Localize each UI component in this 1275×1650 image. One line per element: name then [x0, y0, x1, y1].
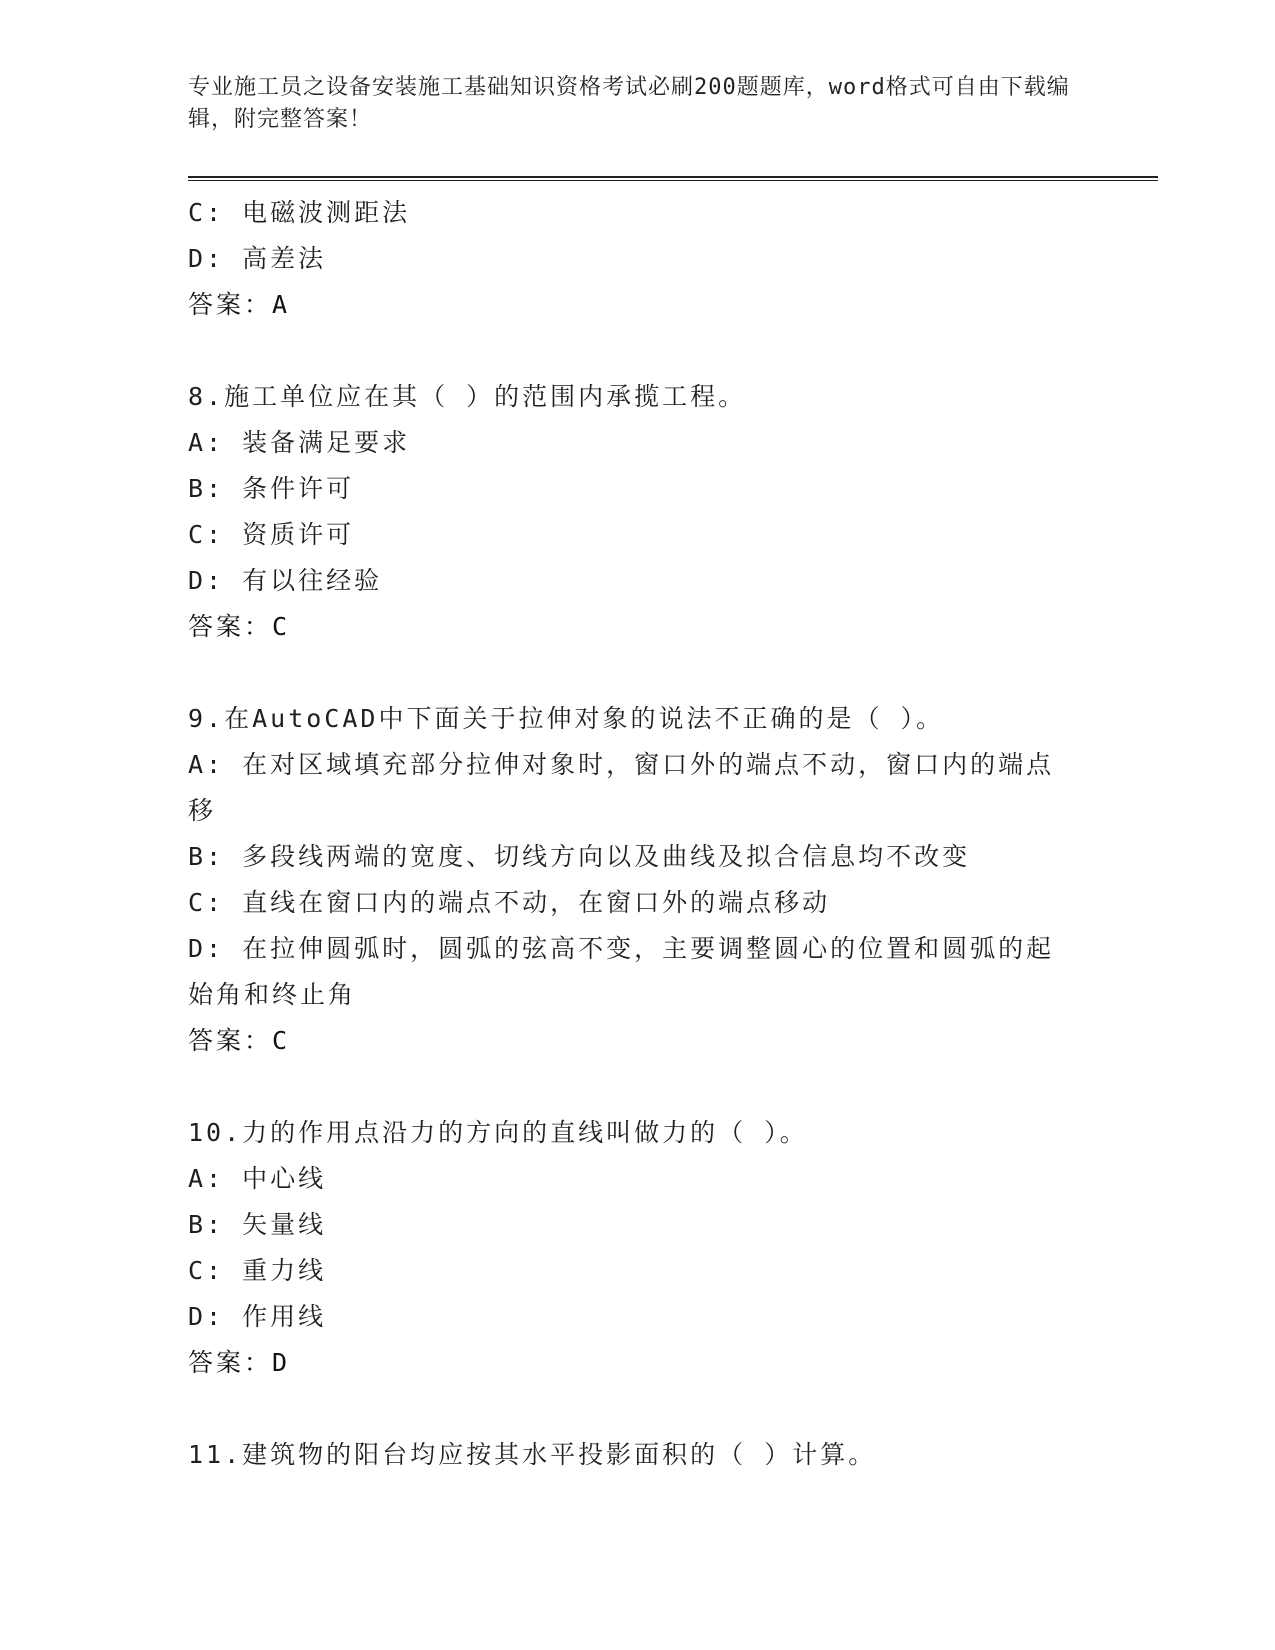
option-line: D: 在拉伸圆弧时，圆弧的弦高不变，主要调整圆心的位置和圆弧的起始角和终止角 [188, 934, 1055, 1009]
option-line: B: 矢量线 [188, 1210, 327, 1239]
option-line: A: 装备满足要求 [188, 428, 411, 457]
question-8 [188, 374, 1078, 650]
question-text: 11.建筑物的阳台均应按其水平投影面积的（ ）计算。 [188, 1440, 877, 1469]
question-10 [188, 1110, 1078, 1386]
document-body [188, 190, 1078, 1478]
answer-line: 答案：C [188, 1026, 291, 1055]
question-text: 8.施工单位应在其（ ）的范围内承揽工程。 [188, 382, 747, 411]
question-11 [188, 1432, 1078, 1478]
option-line: B: 条件许可 [188, 474, 355, 503]
page-header: 专业施工员之设备安装施工基础知识资格考试必刷200题题库，word格式可自由下载编辑，附完整答案！ [188, 75, 1070, 132]
option-line: A: 中心线 [188, 1164, 327, 1193]
option-line: D: 高差法 [188, 244, 327, 273]
option-line: C: 资质许可 [188, 520, 355, 549]
option-line: C: 直线在窗口内的端点不动，在窗口外的端点移动 [188, 888, 831, 917]
header-rule [188, 176, 1158, 181]
answer-line: 答案：C [188, 612, 291, 641]
option-line: D: 作用线 [188, 1302, 327, 1331]
question-9 [188, 696, 1078, 1064]
option-line: A: 在对区域填充部分拉伸对象时，窗口外的端点不动，窗口内的端点移 [188, 750, 1055, 825]
answer-line: 答案：D [188, 1348, 291, 1377]
option-line: C: 电磁波测距法 [188, 198, 411, 227]
option-line: C: 重力线 [188, 1256, 327, 1285]
option-line: D: 有以往经验 [188, 566, 383, 595]
answer-line: 答案：A [188, 290, 291, 319]
question-text: 9.在AutoCAD中下面关于拉伸对象的说法不正确的是（ ）。 [188, 704, 945, 733]
option-line: B: 多段线两端的宽度、切线方向以及曲线及拟合信息均不改变 [188, 842, 971, 871]
question-text: 10.力的作用点沿力的方向的直线叫做力的（ ）。 [188, 1118, 808, 1147]
